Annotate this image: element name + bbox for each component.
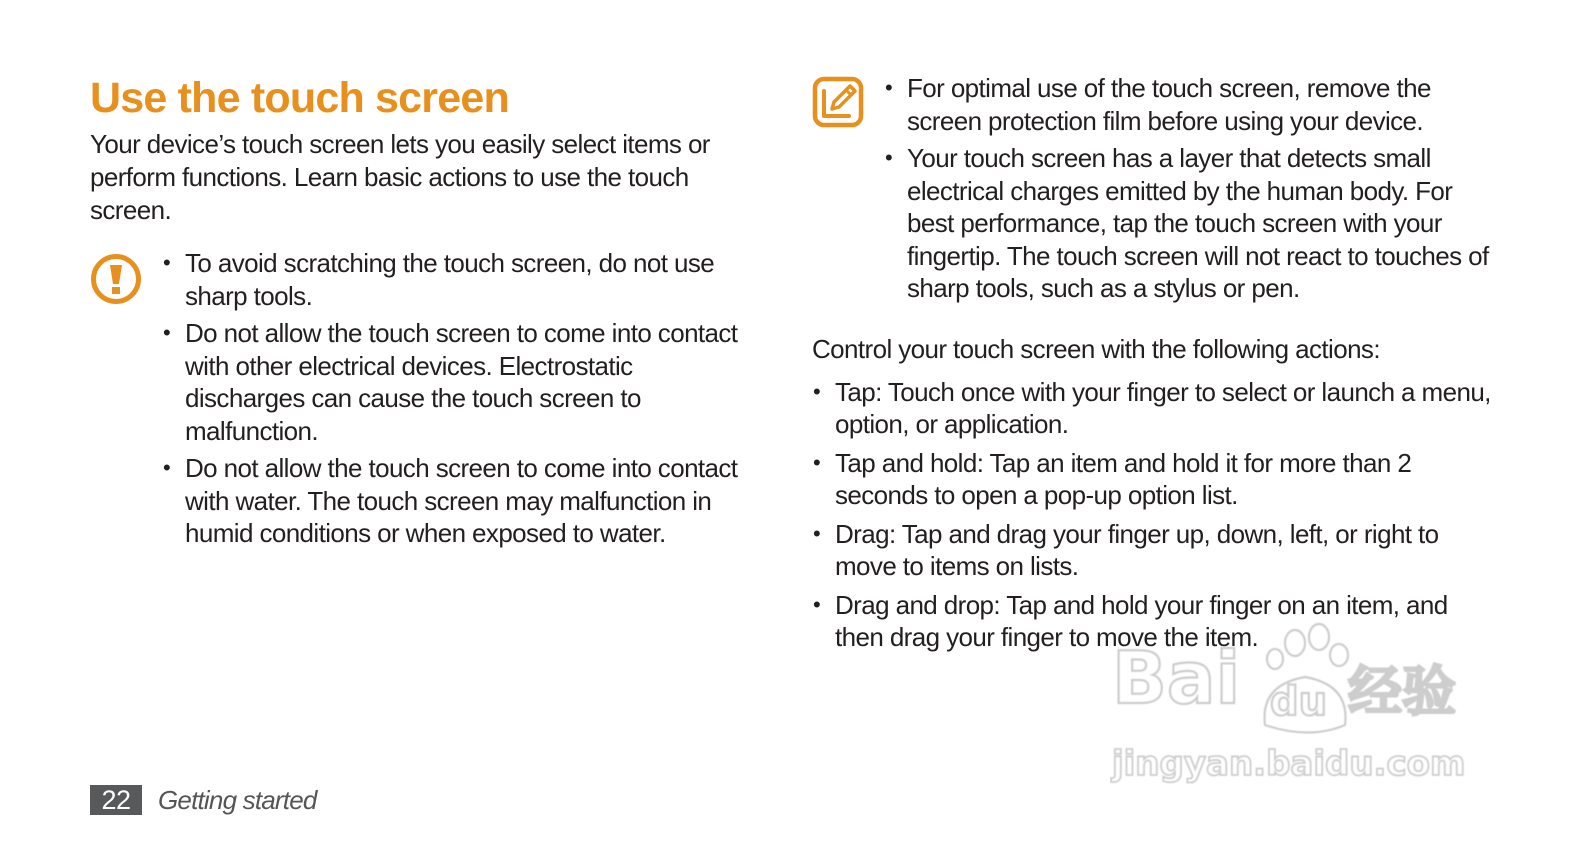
action-item: • Tap and hold: Tap an item and hold it for more than 2 seconds to open a pop-up option list.: [835, 447, 1492, 512]
watermark-brand: Bai: [1112, 636, 1241, 720]
note-list: [907, 72, 1492, 305]
actions-list: [835, 376, 1492, 654]
left-column: [90, 72, 750, 555]
caution-block: [90, 247, 750, 550]
note-item: • Your touch screen has a layer that detects small electrical charges emitted by the human body. For best performance, tap the touch screen with your fingertip. The touch screen will not react to touches of sharp tools, such as a stylus or pen.: [907, 142, 1492, 305]
watermark-paw-text: du: [1270, 679, 1328, 725]
watermark-url: jingyan.baidu.com: [1112, 744, 1466, 784]
caution-exclamation-icon: [90, 253, 142, 305]
watermark-suffix: 经验: [1348, 660, 1456, 723]
right-column: [812, 72, 1492, 660]
note-item: • For optimal use of the touch screen, remove the screen protection film before using your device.: [907, 72, 1492, 137]
note-pencil-icon: [812, 76, 864, 128]
action-item: • Drag: Tap and drag your finger up, down, left, or right to move to items on lists.: [835, 518, 1492, 583]
note-block: [812, 72, 1492, 305]
caution-item: • To avoid scratching the touch screen, do not use sharp tools.: [185, 247, 750, 312]
section-name: Getting started: [158, 784, 317, 815]
caution-item: • Do not allow the touch screen to come into contact with other electrical devices. Electrostatic discharges can cause the touch screen to malfunction.: [185, 317, 750, 447]
actions-intro: Control your touch screen with the following actions:: [812, 333, 1380, 364]
page-footer: [90, 785, 317, 815]
caution-list: [185, 247, 750, 550]
action-item: • Drag and drop: Tap and hold your finger on an item, and then drag your finger to move the item.: [835, 589, 1492, 654]
baidu-watermark-logo: [1110, 615, 1475, 795]
caution-item: • Do not allow the touch screen to come into contact with water. The touch screen may malfunction in humid conditions or when exposed to water.: [185, 452, 750, 550]
action-item: • Tap: Touch once with your finger to select or launch a menu, option, or application.: [835, 376, 1492, 441]
page-number: 22: [90, 785, 142, 815]
intro-paragraph: Your device’s touch screen lets you easily select items or perform functions. Learn basic actions to use the touch screen.: [90, 129, 710, 225]
page-title: Use the touch screen: [90, 74, 509, 122]
